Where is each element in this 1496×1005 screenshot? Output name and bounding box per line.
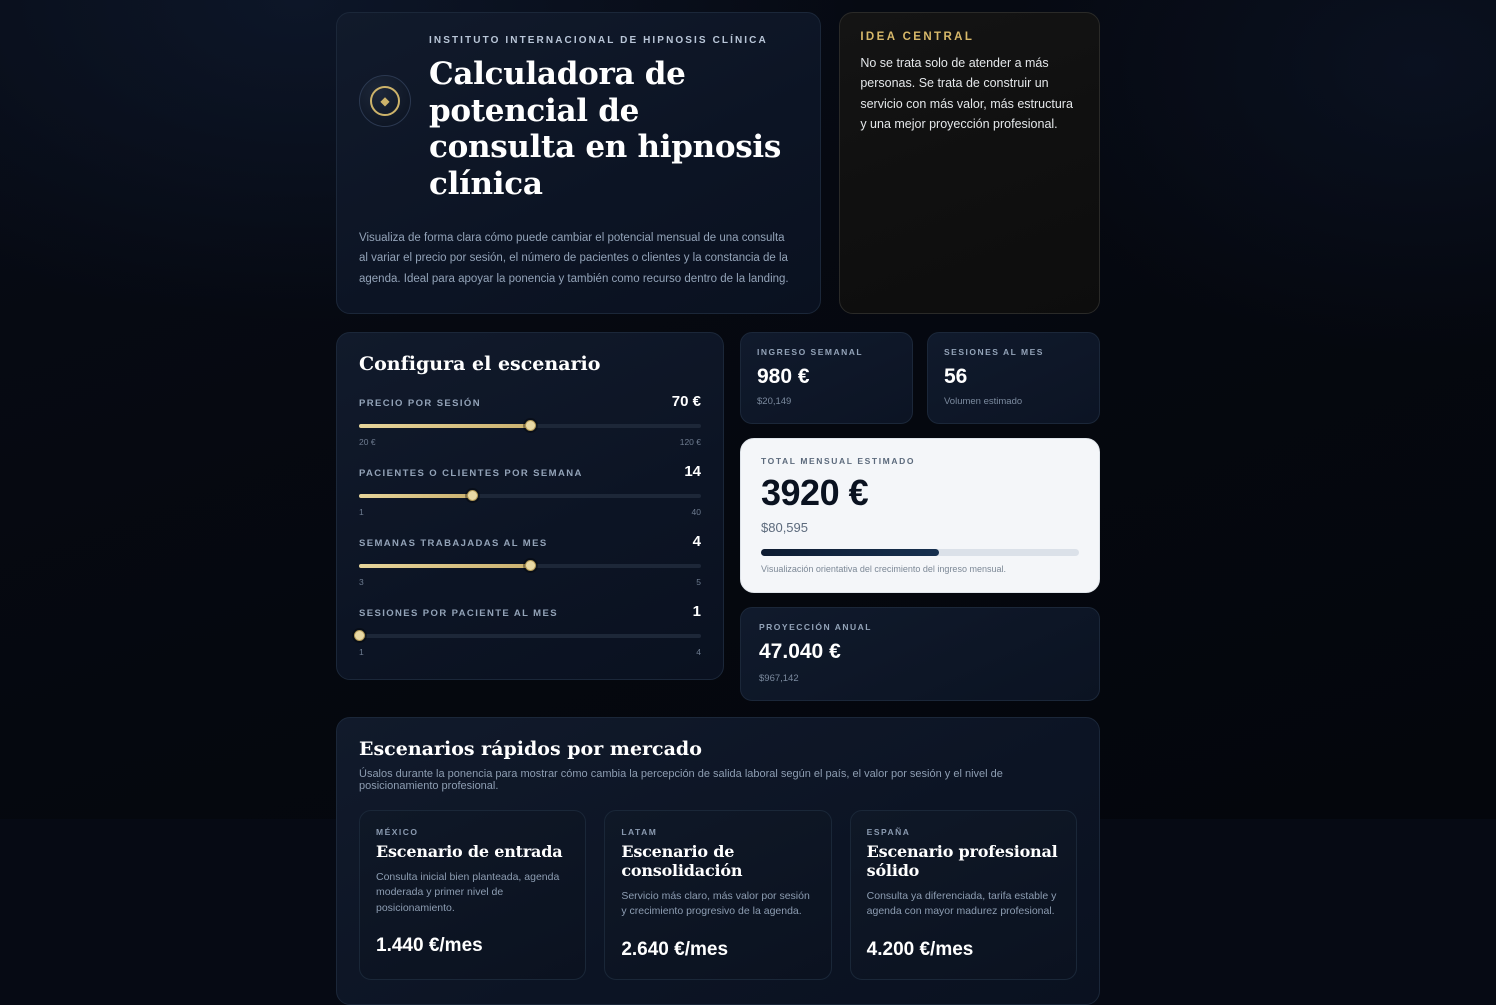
scenarios-description: Úsalos durante la ponencia para mostrar cómo cambia la percepción de salida laboral según el país, el valor por sesión y el nivel de posicionamiento profesional. — [359, 767, 1003, 792]
slider-value: 1 — [692, 602, 701, 620]
monthly-total-label: TOTAL MENSUAL ESTIMADO — [761, 455, 916, 466]
slider-track[interactable] — [359, 559, 701, 573]
slider-sesiones-por-paciente[interactable] — [359, 603, 701, 657]
annual-projection-sub: $967,142 — [759, 672, 799, 684]
slider-precio-por-sesion[interactable] — [359, 393, 701, 447]
monthly-total-progress — [761, 549, 1079, 556]
slider-track[interactable] — [359, 629, 701, 643]
idea-title: IDEA CENTRAL — [860, 31, 975, 43]
slider-label: SESIONES POR PACIENTE AL MES — [359, 607, 558, 619]
slider-min-label: 1 — [359, 646, 364, 657]
config-panel — [336, 332, 724, 680]
monthly-sessions-sub: Volumen estimado — [944, 395, 1023, 407]
scenario-title: Escenario profesional sólido — [866, 841, 1058, 880]
annual-projection-value: 47.040 € — [759, 639, 841, 663]
stat-row — [740, 332, 1100, 424]
seal-icon: ◆ — [370, 86, 400, 116]
slider-knob[interactable] — [354, 630, 365, 641]
annual-projection-card — [740, 607, 1100, 701]
institute-emblem — [359, 75, 411, 127]
scenario-card-latam[interactable] — [604, 810, 831, 980]
hero-row — [336, 12, 1100, 314]
idea-body: No se trata solo de atender a más personas. Se trata de construir un servicio con más valor, más estructura y una mejor proyección profesional. — [860, 56, 1073, 131]
scenario-region: LATAM — [621, 826, 658, 837]
idea-card — [839, 12, 1100, 314]
config-title: Configura el escenario — [359, 352, 601, 375]
slider-max-label: 4 — [696, 646, 701, 657]
slider-min-label: 20 € — [359, 436, 376, 447]
slider-track[interactable] — [359, 489, 701, 503]
scenario-title: Escenario de entrada — [376, 841, 563, 861]
slider-max-label: 120 € — [679, 436, 701, 447]
slider-max-label: 5 — [696, 576, 701, 587]
monthly-total-note: Visualización orientativa del crecimiento del ingreso mensual. — [761, 563, 1006, 574]
slider-track-fill — [359, 424, 530, 428]
scenario-description: Servicio más claro, más valor por sesión y crecimiento progresivo de la agenda. — [621, 889, 810, 918]
annual-projection-label: PROYECCIÓN ANUAL — [759, 621, 872, 632]
slider-semanas-al-mes[interactable] — [359, 533, 701, 587]
monthly-sessions-label: SESIONES AL MES — [944, 346, 1044, 357]
slider-knob[interactable] — [525, 420, 536, 431]
slider-value: 14 — [684, 462, 701, 480]
scenario-card-mexico[interactable] — [359, 810, 586, 980]
slider-track-fill — [359, 494, 472, 498]
slider-knob[interactable] — [467, 490, 478, 501]
slider-max-label: 40 — [691, 506, 701, 517]
scenario-cards — [359, 810, 1077, 980]
slider-label: PRECIO POR SESIÓN — [359, 397, 481, 409]
monthly-total-sub: $80,595 — [761, 519, 808, 535]
weekly-income-label: INGRESO SEMANAL — [757, 346, 864, 357]
hero-eyebrow: INSTITUTO INTERNACIONAL DE HIPNOSIS CLÍNICA — [429, 35, 768, 46]
results-column — [740, 332, 1100, 701]
hero-text — [429, 35, 789, 202]
slider-min-label: 3 — [359, 576, 364, 587]
weekly-income-sub: $20,149 — [757, 395, 792, 407]
scenario-description: Consulta ya diferenciada, tarifa estable y agenda con mayor madurez profesional. — [866, 889, 1057, 918]
page-title: Calculadora de potencial de consulta en hipnosis clínica — [429, 56, 781, 202]
scenario-region: ESPAÑA — [866, 826, 911, 837]
scenario-price: 2.640 €/mes — [621, 938, 729, 960]
slider-pacientes-por-semana[interactable] — [359, 463, 701, 517]
hero-card — [336, 12, 821, 314]
slider-label: PACIENTES O CLIENTES POR SEMANA — [359, 467, 583, 479]
configurator-row — [336, 332, 1100, 701]
scenario-region: MÉXICO — [376, 826, 419, 837]
slider-knob[interactable] — [525, 560, 536, 571]
scenario-title: Escenario de consolidación — [621, 841, 743, 880]
slider-label: SEMANAS TRABAJADAS AL MES — [359, 537, 548, 549]
monthly-total-card — [740, 438, 1100, 593]
scenarios-title: Escenarios rápidos por mercado — [359, 737, 702, 760]
monthly-sessions-card — [927, 332, 1100, 424]
slider-min-label: 1 — [359, 506, 364, 517]
slider-track[interactable] — [359, 419, 701, 433]
scenario-card-espana[interactable] — [850, 810, 1077, 980]
weekly-income-card — [740, 332, 913, 424]
scenarios-panel — [336, 717, 1100, 1005]
monthly-total-value: 3920 € — [761, 471, 869, 513]
slider-value: 4 — [692, 532, 701, 550]
hero-description: Visualiza de forma clara cómo puede cambiar el potencial mensual de una consulta al variar el precio por sesión, el número de pacientes o clientes y la constancia de la agenda. Ideal para apoyar la ponencia y también como recurso dentro de la landing. — [359, 232, 789, 285]
hero-top — [359, 35, 796, 202]
scenario-price: 4.200 €/mes — [866, 938, 974, 960]
slider-track-fill — [359, 564, 530, 568]
scenario-price: 1.440 €/mes — [376, 934, 483, 956]
slider-value: 70 € — [671, 392, 701, 410]
scenario-description: Consulta inicial bien planteada, agenda moderada y primer nivel de posicionamiento. — [376, 870, 560, 915]
slider-track-bg — [359, 634, 701, 638]
monthly-sessions-value: 56 — [944, 364, 968, 388]
monthly-total-progress-fill — [761, 549, 939, 556]
weekly-income-value: 980 € — [757, 364, 810, 388]
